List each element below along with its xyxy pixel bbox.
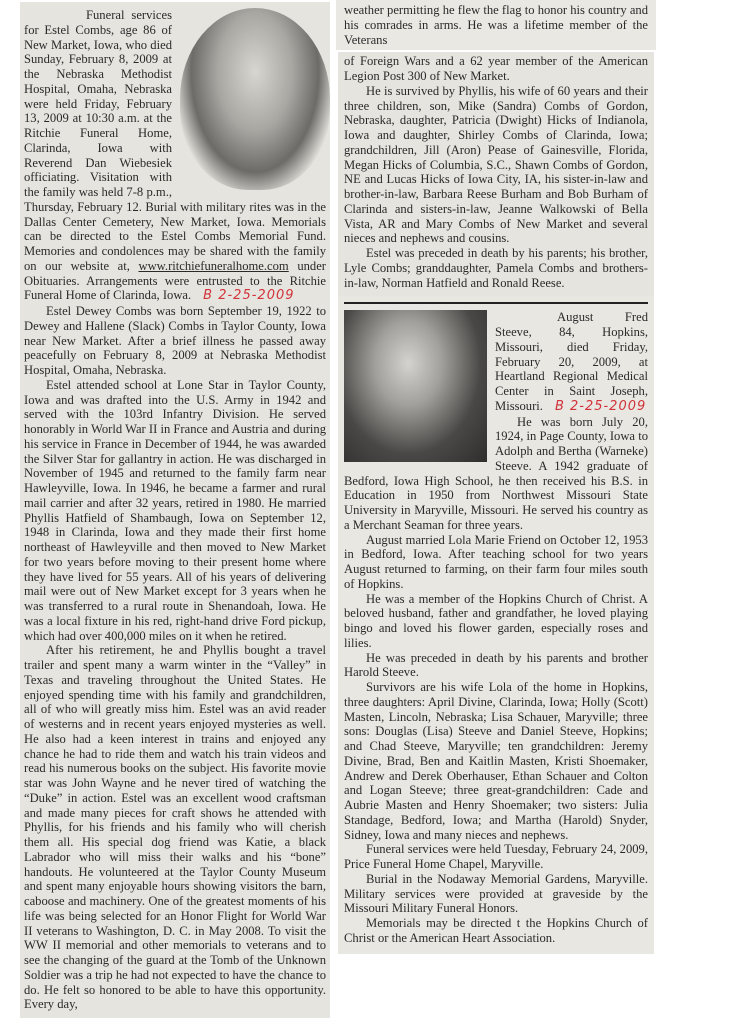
preceded-paragraph: Estel was preceded in death by his parents; his brother, Lyle Combs; granddaughter, Pamela Combs and brothers-in-law, Norman Hatfield and Ronald Reese. bbox=[344, 246, 648, 290]
handwritten-date-stamp: B 2-25-2009 bbox=[203, 288, 295, 304]
divider bbox=[344, 302, 648, 304]
obituary-estel-combs-continued bbox=[338, 52, 654, 296]
paragraph: He was born July 20, 1924, in Page County, Iowa to Adolph and Bertha (Warneke) Steeve. A 1942 graduate of Bedford, Iowa High School, he then received his B.S. in Education in 1950 from Northwest Missouri State University in Maryville, Missouri. He served his country as a Merchant Seaman for three years. bbox=[344, 414, 648, 532]
paragraph: Survivors are his wife Lola of the home in Hopkins, three daughters: April Divine, Clarinda, Iowa; Holly (Scott) Masten, Lincoln, Nebraska; Lisa Schauer, Maryville; three sons: Douglas (Lisa) Steeve and Daniel Steeve, Hopkins; and Chad Steeve, Maryville; ten grandchildren: Jeremy Divine, Brad, Ben and Kaitlin Masten, Kristi Shoemaker, Andrew and Derek Oberhauser, Ethan Schauer and Colton and Logan Steeve; three great-grandchildren: Cade and Aubrie Masten and Henry Shoemaker; two sisters: Julia Standage, Bedford, Iowa; and Martha (Harold) Snyder, Sidney, Iowa and many nieces and nephews. bbox=[344, 680, 648, 842]
intro-body: August Fred Steeve, 84, Hopkins, Missouri, died Friday, February 20, 2009, at Heartland Regional Medical Center in Saint Joseph, Missouri. bbox=[495, 310, 648, 413]
right-column bbox=[336, 0, 656, 954]
paragraph: He was preceded in death by his parents and brother Harold Steeve. bbox=[344, 650, 648, 680]
photo-august-steeve bbox=[344, 310, 487, 462]
obituary-august-steeve bbox=[338, 296, 654, 953]
paragraph: Estel attended school at Lone Star in Taylor County, Iowa and was drafted into the U.S. Army in 1942 and served with the 103rd Infantry Division. He served honorably in World War II in France and Austria and during his service in France in December of 1944, he was awarded the Silver Star for gallantry in action. He was discharged in November of 1945 and returned to the family farm near Hawleyville, Iowa. In 1946, he became a farmer and rural mail carrier and after 32 years, retired in 1980. He married Phyllis Hatfield of Shambaugh, Iowa on September 12, 1948 in Clarinda, Iowa and they made their first home northeast of Hawleyville and then moved to New Market for two years before moving to their present home where they have lived for 55 years. All of his years of delivering mail were out of New Market except for 3 years when he was transferred to a rural route in Shenandoah, Iowa. He was a local fixture in his red, right-hand drive Ford pickup, which had over 400,000 miles on it when he retired. bbox=[24, 377, 326, 643]
intro-body: Funeral services for Estel Combs, age 86 of New Market, Iowa, who died Sunday, February 8, 2009 at the Nebraska Methodist Hospital, Omaha, Nebraska were held Friday, February 13, 2009 at 10:30 a.m. at the Ritchie Funeral Home, Clarinda, Iowa with Reverend Dan Wiebesiek officiating. Visitation with the family was held 7-8 p.m., Thursday, February 12. Burial with military rites was in the Dallas Center Cemetery, New Market, Iowa. Memorials can be directed to the Estel Combs Memorial Fund. Memories and condolences may be shared with the family on our website at, bbox=[24, 8, 326, 273]
paragraph: August married Lola Marie Friend on October 12, 1953 in Bedford, Iowa. After teaching school for two years August returned to farming, on their farm four miles south of Hopkins. bbox=[344, 532, 648, 591]
paragraph: Funeral services were held Tuesday, February 24, 2009, Price Funeral Home Chapel, Maryville. bbox=[344, 842, 648, 871]
website-link[interactable]: www.ritchiefuneralhome.com bbox=[138, 258, 289, 273]
paragraph: weather permitting he flew the flag to honor his country and his comrades in arms. He was a lifetime member of the Veterans bbox=[344, 3, 648, 47]
obituary-estel-combs bbox=[20, 2, 330, 1018]
intro-end: under Obituaries. Arrangements were entrusted to the Ritchie Funeral Home of Clarinda, Iowa. bbox=[24, 258, 327, 303]
paragraph: Burial in the Nodaway Memorial Gardens, Maryville. Military services were provided at graveside by the Missouri Military Funeral Honors. bbox=[344, 871, 648, 916]
continued-strip bbox=[336, 0, 656, 50]
photo-estel-combs bbox=[180, 8, 330, 190]
survivors-paragraph: He is survived by Phyllis, his wife of 60 years and their three children, son, Mike (Sandra) Combs of Gordon, Nebraska, daughter, Patricia (Dwight) Hicks of Indianola, Iowa and daughter, Shirley Combs of Clarinda, Iowa; grandchildren, Jill (Aron) Pease of Gainesville, Florida, Megan Hicks of Columbia, S.C., Shawn Combs of Gordon, NE and Lucas Hicks of Iowa City, IA, his sister-in-law and brother-in-law, Barbara Reese Burham and Bob Burham of Clarinda and sisters-in-law, Jeanne Walkowski of Bella Vista, AR and Mary Combs of New Market and several nieces and nephews and cousins. bbox=[344, 83, 648, 246]
paragraph: After his retirement, he and Phyllis bought a travel trailer and spent many a warm winter in the “Valley” in Texas and traveling throughout the United States. He enjoyed spending time with his family and grandchildren, all of who will greatly miss him. Estel was an avid reader of westerns and in recent years enjoyed mysteries as well. He also had a keen interest in trains and enjoyed any chance he had to ride them and watch his train videos and read his numerous books on the subject. His favorite movie star was John Wayne and he never tired of watching the “Duke” in action. Estel was an excellent wood craftsman and made many pieces for craft shows he attended with Phyllis, for his friends and his family who will cherish them all. His special dog friend was Katie, a black Labrador who will miss their walks and his “bone” handouts. He volunteered at the Taylor County Museum and spent many enjoyable hours showing visitors the barn, caboose and machinery. One of the greatest moments of his life was being selected for an Honor Flight for World War II veterans to Washington, D. C. in May 2008. To visit the WW II memorial and other memorials to veterans and to see the changing of the guard at the Tomb of the Unknown Soldier was a trip he had not expected to have the chance to do. He felt so honored to be able to have this opportunity. Every day, bbox=[24, 643, 326, 1012]
paragraph: Memorials may be directed t the Hopkins Church of Christ or the American Heart Association. bbox=[344, 916, 648, 945]
paragraph: of Foreign Wars and a 62 year member of the American Legion Post 300 of New Market. bbox=[344, 54, 648, 83]
paragraph: He was a member of the Hopkins Church of Christ. A beloved husband, father and grandfather, he loved playing bingo and loved his flower garden, especially roses and lilies. bbox=[344, 591, 648, 650]
paragraph: Estel Dewey Combs was born September 19, 1922 to Dewey and Hallene (Slack) Combs in Taylor County, Iowa near New Market. After a brief illness he passed away peacefully on February 8, 2009 at Nebraska Methodist Hospital, Omaha, Nebraska. bbox=[24, 304, 326, 377]
handwritten-date-stamp: B 2-25-2009 bbox=[554, 398, 647, 414]
